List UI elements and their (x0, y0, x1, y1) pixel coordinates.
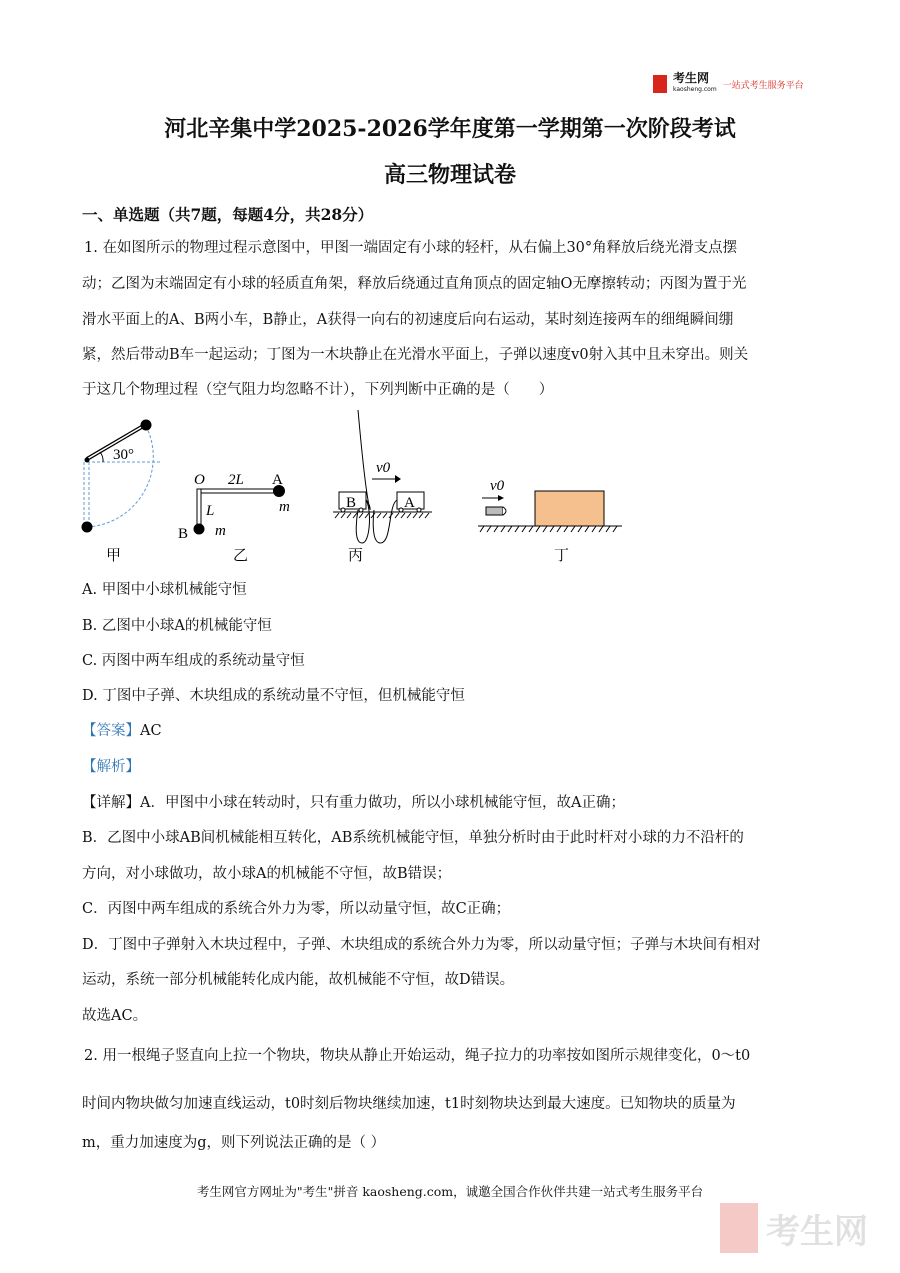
option-c: C. 丙图中两车组成的系统动量守恒 (82, 653, 305, 669)
watermark-logo-icon (720, 1203, 758, 1253)
detail-line: 运动，系统一部分机械能转化成内能，故机械能不守恒，故D错误。 (82, 972, 515, 988)
detail-line: 方向，对小球做功，故小球A的机械能不守恒，故B错误； (82, 866, 452, 882)
ball-icon (141, 420, 152, 431)
logo-mark-icon (653, 75, 667, 93)
answer-label: 【答案】 (82, 723, 140, 739)
v0-label: v0 (490, 478, 505, 494)
exam-subtitle: 高三物理试卷 (383, 162, 516, 188)
label-2L: 2L (228, 472, 244, 488)
caption-yi: 乙 (233, 548, 249, 564)
car-A-label: A (404, 495, 415, 511)
figure-yi (178, 472, 290, 564)
q1-figure (70, 410, 630, 570)
angle-label: 30° (113, 447, 134, 463)
exam-title: 河北辛集中学2025-2026学年度第一学期第一次阶段考试 (164, 116, 736, 142)
q2-line: 2. 用一根绳子竖直向上拉一个物块，物块从静止开始运动，绳子拉力的功率按如图所示规律变化，0～t0 (84, 1048, 751, 1064)
q1-line: 于这几个物理过程（空气阻力均忽略不计），下列判断中正确的是（ ） (82, 382, 554, 398)
detail-label: 【详解】 (82, 795, 140, 811)
q1-line: 滑水平面上的A、B两小车，B静止，A获得一向右的初速度后向右运动，某时刻连接两车的细绳瞬间绷 (82, 312, 734, 328)
figure-bing (333, 410, 432, 564)
q1-line: 紧，然后带动B车一起运动；丁图为一木块静止在光滑水平面上，子弹以速度v0射入其中且未穿出。则关 (82, 347, 749, 363)
label-A: A (272, 472, 283, 488)
detail-line (82, 793, 625, 813)
ball-icon (82, 522, 93, 533)
q2-line: m，重力加速度为g，则下列说法正确的是（ ） (82, 1135, 386, 1151)
detail-text: A．甲图中小球在转动时，只有重力做功，所以小球机械能守恒，故A正确； (140, 795, 625, 811)
watermark-text: 考生网 (766, 1211, 868, 1252)
label-O: O (194, 472, 205, 488)
bullet (486, 507, 503, 515)
detail-line: C．丙图中两车组成的系统合外力为零，所以动量守恒，故C正确； (82, 901, 511, 917)
section-heading: 一、单选题（共7题，每题4分，共28分） (82, 205, 374, 224)
analysis-label: 【解析】 (82, 759, 140, 775)
q1-line: 1. 在如图所示的物理过程示意图中，甲图一端固定有小球的轻杆，从右偏上30°角释放后绕光滑支点摆 (84, 240, 738, 256)
car-B-label: B (346, 495, 357, 511)
detail-line: B．乙图中小球AB间机械能相互转化，AB系统机械能守恒，单独分析时由于此时杆对小球的力不沿杆的 (82, 830, 744, 846)
q1-line: 动；乙图为末端固定有小球的轻质直角架，释放后绕通过直角顶点的固定轴O无摩擦转动；丙图为置于光 (82, 276, 747, 292)
detail-line: D．丁图中子弹射入木块过程中，子弹、木块组成的系统合外力为零，所以动量守恒；子弹与木块间有相对 (82, 937, 761, 953)
footer-note: 考生网官方网址为"考生"拼音 kaosheng.com，诚邀全国合作伙伴共建一站式考生服务平台 (196, 1184, 704, 1199)
logo-name: 考生网 (673, 71, 710, 85)
figure-ding (478, 478, 622, 564)
label-B: B (178, 526, 189, 542)
label-m: m (279, 499, 290, 515)
option-d: D. 丁图中子弹、木块组成的系统动量不守恒，但机械能守恒 (82, 688, 465, 704)
label-L: L (206, 503, 215, 519)
answer-value: AC (140, 723, 162, 739)
caption-ding: 丁 (554, 548, 570, 564)
watermark (720, 1203, 868, 1253)
v0-label: v0 (376, 460, 391, 476)
wooden-block (535, 491, 604, 526)
caption-jia: 甲 (106, 548, 122, 564)
option-a: A. 甲图中小球机械能守恒 (82, 582, 247, 598)
kaosheng-logo (653, 73, 804, 95)
detail-line: 故选AC。 (82, 1008, 148, 1024)
logo-domain: kaosheng.com (673, 86, 717, 93)
slogan: 一站式考生服务平台 (722, 80, 804, 91)
option-b: B. 乙图中小球A的机械能守恒 (82, 618, 272, 634)
figure-jia (82, 420, 161, 565)
q2-line: 时间内物块做匀加速直线运动，t0时刻后物块继续加速，t1时刻物块达到最大速度。已知物块的质量为 (82, 1096, 736, 1112)
label-m: m (215, 523, 226, 539)
answer (82, 721, 162, 741)
caption-bing: 丙 (348, 548, 364, 564)
